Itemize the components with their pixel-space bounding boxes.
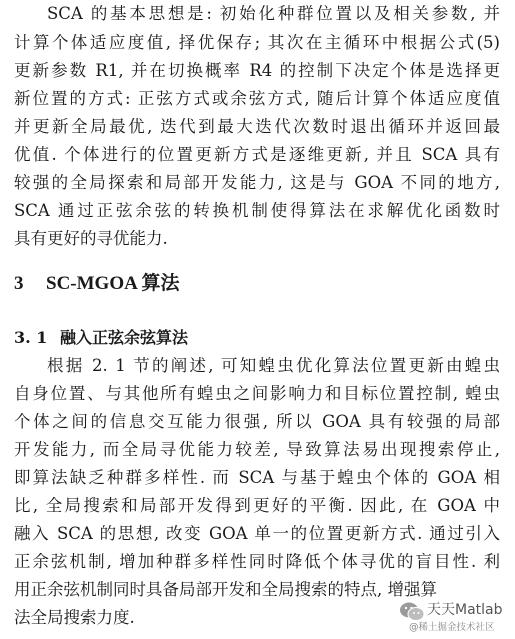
section-number: 3 [14, 273, 24, 294]
text-line: 新位置的方式: 正弦方式或余弦方式, 随后计算个体适应度值 [14, 89, 500, 108]
text-line: 正余弦机制, 增加种群多样性同时降低个体寻优的盲目性. 利 [14, 552, 500, 571]
watermark [399, 597, 509, 637]
text-line: 个体之间的信息交互能力很强, 所以 GOA 具有较强的局部 [14, 412, 500, 431]
watermark-title: 天天Matlab [427, 602, 503, 618]
text-line: 开发能力, 而全局寻优能力较差, 导致算法易出现搜索停止, [14, 440, 500, 459]
text-line: SCA 通过正弦余弦的转换机制使得算法在求解优化函数时 [14, 201, 500, 220]
text-line: 根据 2. 1 节的阐述, 可知蝗虫优化算法位置更新由蝗虫 [47, 356, 500, 375]
watermark-subtitle: @稀土掘金技术社区 [409, 622, 495, 633]
text-line: 用正余弦机制同时具备局部开发和全局搜索的特点, 增强算 [14, 580, 437, 599]
section-heading [14, 272, 180, 296]
text-line: 比, 全局搜索和局部开发得到更好的平衡. 因此, 在 GOA 中 [14, 496, 500, 515]
text-line: 融入 SCA 的思想, 改变 GOA 单一的位置更新方式. 通过引入 [14, 524, 500, 543]
text-line: 具有更好的寻优能力. [14, 229, 168, 248]
subsection-heading [14, 328, 188, 348]
text-line: 自身位置、与其他所有蝗虫之间影响力和目标位置控制, 蝗虫 [14, 384, 500, 403]
subsection-title-text: 融入正弦余弦算法 [60, 328, 189, 347]
subsection-number: 3. 1 [14, 328, 48, 347]
text-line: 即算法缺乏种群多样性. 而 SCA 与基于蝗虫个体的 GOA 相 [14, 468, 500, 487]
text-line: 法全局搜索力度. [14, 608, 135, 627]
text-line: 并更新全局最优, 迭代到最大迭代次数时退出循环并返回最 [14, 117, 500, 136]
text-line: 较强的全局探索和局部开发能力, 这是与 GOA 不同的地方, [14, 173, 500, 192]
section-title-text: SC-MGOA 算法 [46, 273, 180, 294]
text-line: SCA 的基本思想是: 初始化种群位置以及相关参数, 并 [47, 4, 500, 23]
text-line: 优值. 个体进行的位置更新方式是逐维更新, 并且 SCA 具有 [14, 145, 500, 164]
text-line: 更新参数 R1, 并在切换概率 R4 的控制下决定个体是选择更 [14, 61, 500, 80]
text-line: 计算个体适应度值, 择优保存; 其次在主循环中根据公式(5) [14, 33, 500, 52]
